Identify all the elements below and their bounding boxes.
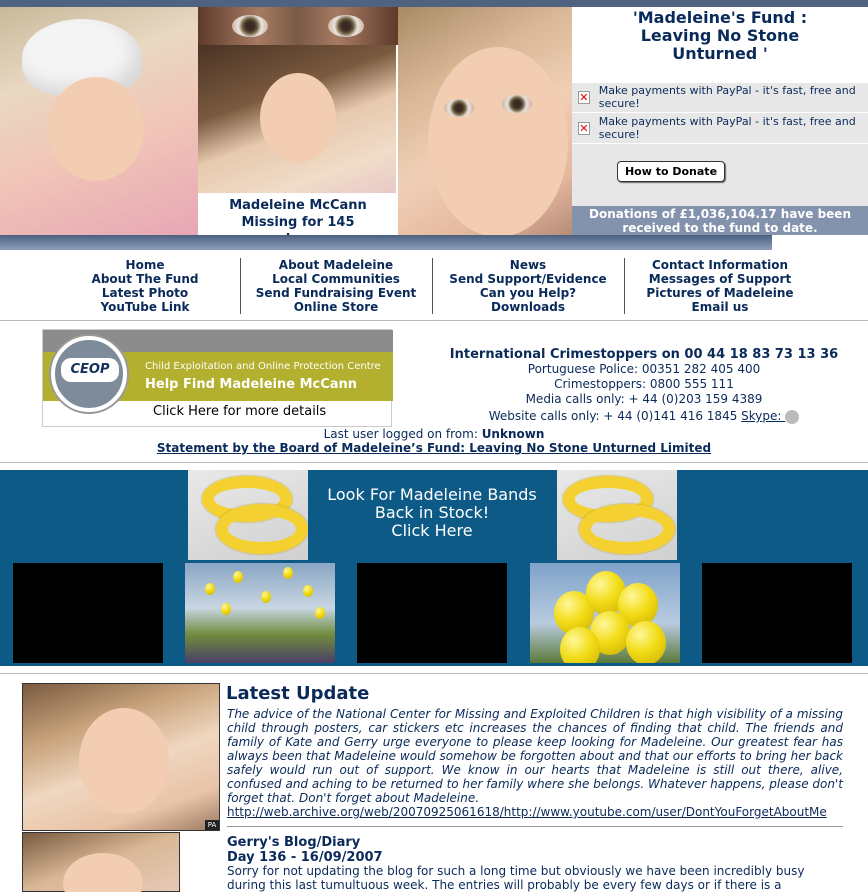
bands-promo-line: Look For Madeleine Bands	[327, 485, 537, 504]
bands-section	[0, 470, 868, 666]
nav-link-home[interactable]: Home	[125, 258, 165, 272]
paypal-link[interactable]	[578, 115, 866, 141]
video-player[interactable]	[702, 563, 852, 663]
how-to-donate-button[interactable]: How to Donate	[617, 161, 725, 182]
balloon	[626, 621, 666, 663]
broken-image-icon: ✕	[579, 90, 589, 104]
nav-separator	[624, 258, 625, 314]
nav-link-contact[interactable]: Contact Information	[651, 258, 789, 272]
header-bottom-bar	[0, 235, 772, 250]
fund-title	[572, 7, 868, 83]
latest-update-text: The advice of the National Center for Missing and Exploited Children is that high visibility of a missing child through posters, car stickers etc increases the chances of finding that child. The friends and family of Kate and Gerry urge everyone to please keep looking for Madeleine. Our greatest fear has always been that Madeleine would somehow be forgotten about and that our efforts to bring her back safely would run out of support. We know in our hearts that Madeleine is still out there, alive, confused and aching to be returned to her family where she belongs. Whatever happens, please don't forget that. Don't forget about Madeleine.	[227, 707, 843, 805]
divider	[0, 673, 868, 674]
nav-link-news[interactable]: News	[509, 258, 547, 272]
bands-promo-line: Back in Stock!	[374, 503, 490, 522]
video-player[interactable]	[357, 563, 507, 663]
portuguese-police: Portuguese Police: 00351 282 405 400	[527, 362, 761, 376]
nav-link-can-you-help[interactable]: Can you Help?	[479, 286, 577, 300]
face-shape	[63, 853, 143, 892]
nav-link-local-communities[interactable]: Local Communities	[272, 272, 400, 286]
nav-link-youtube[interactable]: YouTube Link	[100, 300, 190, 314]
nav-link-about-madeleine[interactable]: About Madeleine	[278, 258, 394, 272]
crimestoppers-international: International Crimestoppers on 00 44 18 83 73 13 36	[449, 347, 839, 362]
website-calls: Website calls only: + 44 (0)141 416 1845	[488, 409, 738, 423]
nav-link-online-store[interactable]: Online Store	[293, 300, 379, 314]
fund-title-line: Unturned '	[672, 44, 768, 63]
balloon	[261, 591, 271, 603]
balloon	[221, 603, 231, 615]
nav-separator	[432, 258, 433, 314]
nav-link-latest-photo[interactable]: Latest Photo	[101, 286, 189, 300]
update-photo	[22, 683, 220, 831]
nav-link-about-fund[interactable]: About The Fund	[91, 272, 199, 286]
blog-date: Day 136 - 16/09/2007	[227, 850, 383, 865]
divider	[0, 320, 868, 321]
balloon	[560, 627, 600, 663]
photo-girl-closeup	[398, 7, 572, 235]
divider	[572, 143, 868, 144]
media-calls: Media calls only: + 44 (0)203 159 4389	[525, 392, 763, 406]
fund-panel	[572, 7, 868, 235]
divider	[0, 462, 868, 463]
top-strip	[0, 0, 868, 7]
band-ring	[216, 504, 308, 554]
balloon	[233, 571, 243, 583]
balloon	[205, 583, 215, 595]
nav-column-1	[70, 258, 220, 314]
fund-title-line: Leaving No Stone	[640, 26, 800, 45]
nav-separator	[240, 258, 241, 314]
blog-text: Sorry for not updating the blog for such a long time but obviously we have been incredibly busy during this last tumultuous week. The entries will probably be every few days or if there is a	[227, 864, 805, 892]
video-player[interactable]	[13, 563, 163, 663]
nav-column-2	[248, 258, 424, 314]
caption-missing-days: Missing for 145	[241, 215, 355, 230]
paypal-link-label: Make payments with PayPal - it's fast, free and secure!	[598, 115, 856, 141]
yellow-balloons-photo	[530, 563, 680, 663]
face-shape	[79, 708, 169, 814]
eye-right	[328, 15, 364, 37]
last-user-label: Last user logged on from:	[323, 427, 482, 441]
eye-left	[444, 99, 474, 117]
face-shape	[260, 73, 336, 163]
nav-link-send-support[interactable]: Send Support/Evidence	[449, 272, 607, 286]
pa-badge: PA	[205, 820, 219, 830]
last-user-value: Unknown	[481, 427, 545, 441]
header-banner	[0, 0, 868, 250]
donations-line: received to the fund to date.	[622, 221, 818, 235]
paypal-link[interactable]	[578, 84, 866, 110]
latest-update-title: Latest Update	[226, 683, 370, 704]
nav-link-downloads[interactable]: Downloads	[490, 300, 566, 314]
nav-link-pictures[interactable]: Pictures of Madeleine	[646, 286, 794, 300]
crimestoppers-uk: Crimestoppers: 0800 555 111	[554, 377, 734, 391]
band-image-left[interactable]	[188, 470, 308, 560]
last-user	[0, 427, 868, 441]
nav-column-3	[440, 258, 616, 314]
band-image-right[interactable]	[557, 470, 677, 560]
donations-line: Donations of £1,036,104.17 have been	[589, 207, 851, 221]
ceop-click-text: Click Here for more details	[153, 404, 327, 419]
photo-girl-smiling	[198, 45, 396, 193]
ceop-org-name: Child Exploitation and Online Protection Centre	[145, 361, 381, 372]
nav-link-fundraising-event[interactable]: Send Fundraising Event	[255, 286, 417, 300]
ceop-logo: CEOP	[61, 358, 119, 382]
caption-name: Madeleine McCann	[229, 198, 367, 213]
face-shape	[48, 77, 144, 181]
photo-girl-white-hat	[0, 7, 198, 235]
paypal-link-label: Make payments with PayPal - it's fast, free and secure!	[598, 84, 856, 110]
blog-title: Gerry's Blog/Diary	[227, 835, 361, 850]
website-calls-row	[420, 409, 868, 424]
contact-numbers	[420, 347, 868, 424]
donations-total	[572, 206, 868, 235]
divider	[227, 826, 843, 827]
bands-promo[interactable]	[308, 486, 556, 540]
face-shape	[428, 47, 568, 235]
broken-image-icon: ✕	[579, 121, 589, 135]
photo-caption	[224, 193, 372, 235]
balloon	[315, 607, 325, 619]
divider	[572, 112, 868, 113]
nav-column-4	[632, 258, 808, 314]
photo-eyes	[198, 7, 398, 45]
nav-link-email[interactable]: Email us	[691, 300, 749, 314]
balloon	[283, 567, 293, 579]
balloons-crowd-photo	[185, 563, 335, 663]
ceop-banner[interactable]	[42, 329, 392, 427]
youtube-archive-link[interactable]: http://web.archive.org/web/20070925061618/http://www.youtube.com/user/DontYouForgetAboutMe	[227, 805, 827, 819]
eye-left	[232, 15, 268, 37]
ceop-headline: Help Find Madeleine McCann	[145, 377, 358, 392]
skype-icon[interactable]	[785, 410, 799, 424]
bands-click-here: Click Here	[391, 521, 473, 540]
main-navigation	[0, 252, 868, 320]
balloon	[303, 585, 313, 597]
blog-photo	[22, 832, 180, 892]
band-ring	[579, 504, 675, 554]
nav-link-messages[interactable]: Messages of Support	[648, 272, 792, 286]
statement-link[interactable]: Statement by the Board of Madeleine’s Fund: Leaving No Stone Unturned Limited	[156, 441, 712, 455]
skype-link[interactable]: Skype:	[741, 409, 786, 423]
eye-right	[502, 95, 532, 113]
fund-title-line: 'Madeleine's Fund :	[632, 8, 808, 27]
